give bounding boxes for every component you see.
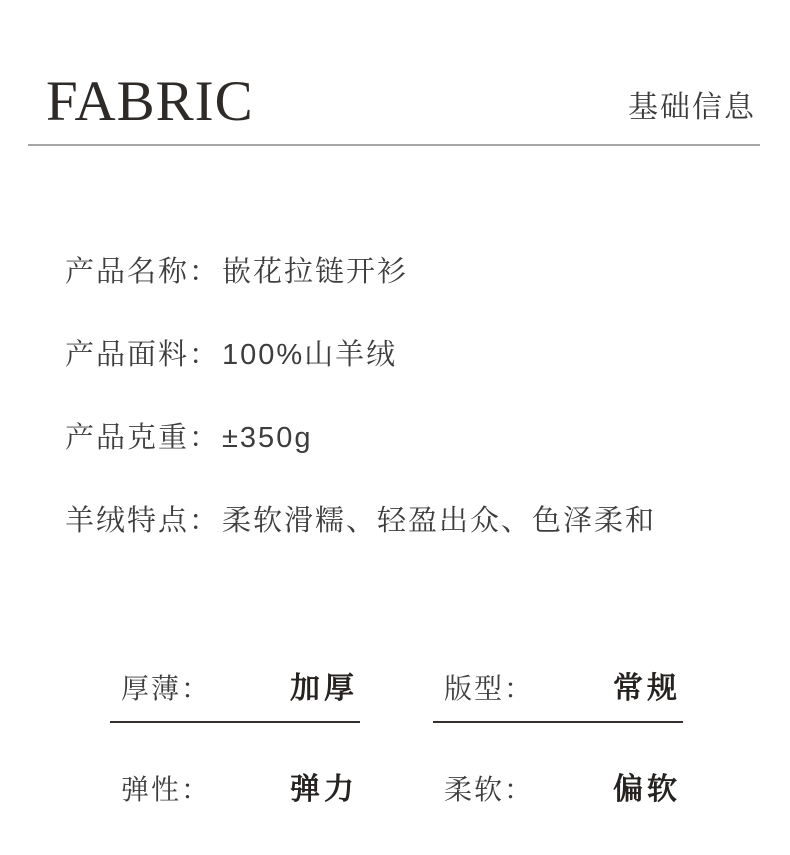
info-label: 产品克重： bbox=[65, 422, 221, 454]
attribute-cell-fit bbox=[433, 674, 683, 723]
info-value: 嵌花拉链开衫 bbox=[222, 256, 409, 288]
info-row-product-name bbox=[65, 257, 656, 287]
attribute-cell-softness bbox=[433, 775, 683, 824]
info-row-fabric bbox=[65, 340, 656, 370]
attribute-cell-thickness bbox=[110, 674, 360, 723]
attribute-value: 弹力 bbox=[290, 773, 358, 806]
info-row-features bbox=[65, 506, 656, 536]
attribute-grid bbox=[110, 674, 683, 824]
attribute-label: 柔软： bbox=[444, 774, 535, 805]
info-value: 柔软滑糯、轻盈出众、色泽柔和 bbox=[222, 505, 657, 537]
attribute-value: 常规 bbox=[613, 672, 681, 705]
info-list bbox=[65, 257, 656, 536]
info-label: 羊绒特点： bbox=[65, 505, 221, 537]
attribute-label: 版型： bbox=[444, 673, 535, 704]
attribute-cell-elasticity bbox=[110, 775, 360, 824]
attribute-label: 厚薄： bbox=[121, 673, 212, 704]
info-value: ±350g bbox=[222, 422, 313, 454]
info-value: 100%山羊绒 bbox=[222, 339, 398, 371]
page-subtitle: 基础信息 bbox=[628, 91, 756, 124]
info-label: 产品名称： bbox=[65, 256, 221, 288]
attribute-label: 弹性： bbox=[121, 774, 212, 805]
header-divider bbox=[28, 144, 760, 146]
page-title: FABRIC bbox=[46, 70, 254, 133]
attribute-value: 加厚 bbox=[290, 672, 358, 705]
info-label: 产品面料： bbox=[65, 339, 221, 371]
attribute-value: 偏软 bbox=[613, 773, 681, 806]
info-row-weight bbox=[65, 423, 656, 453]
